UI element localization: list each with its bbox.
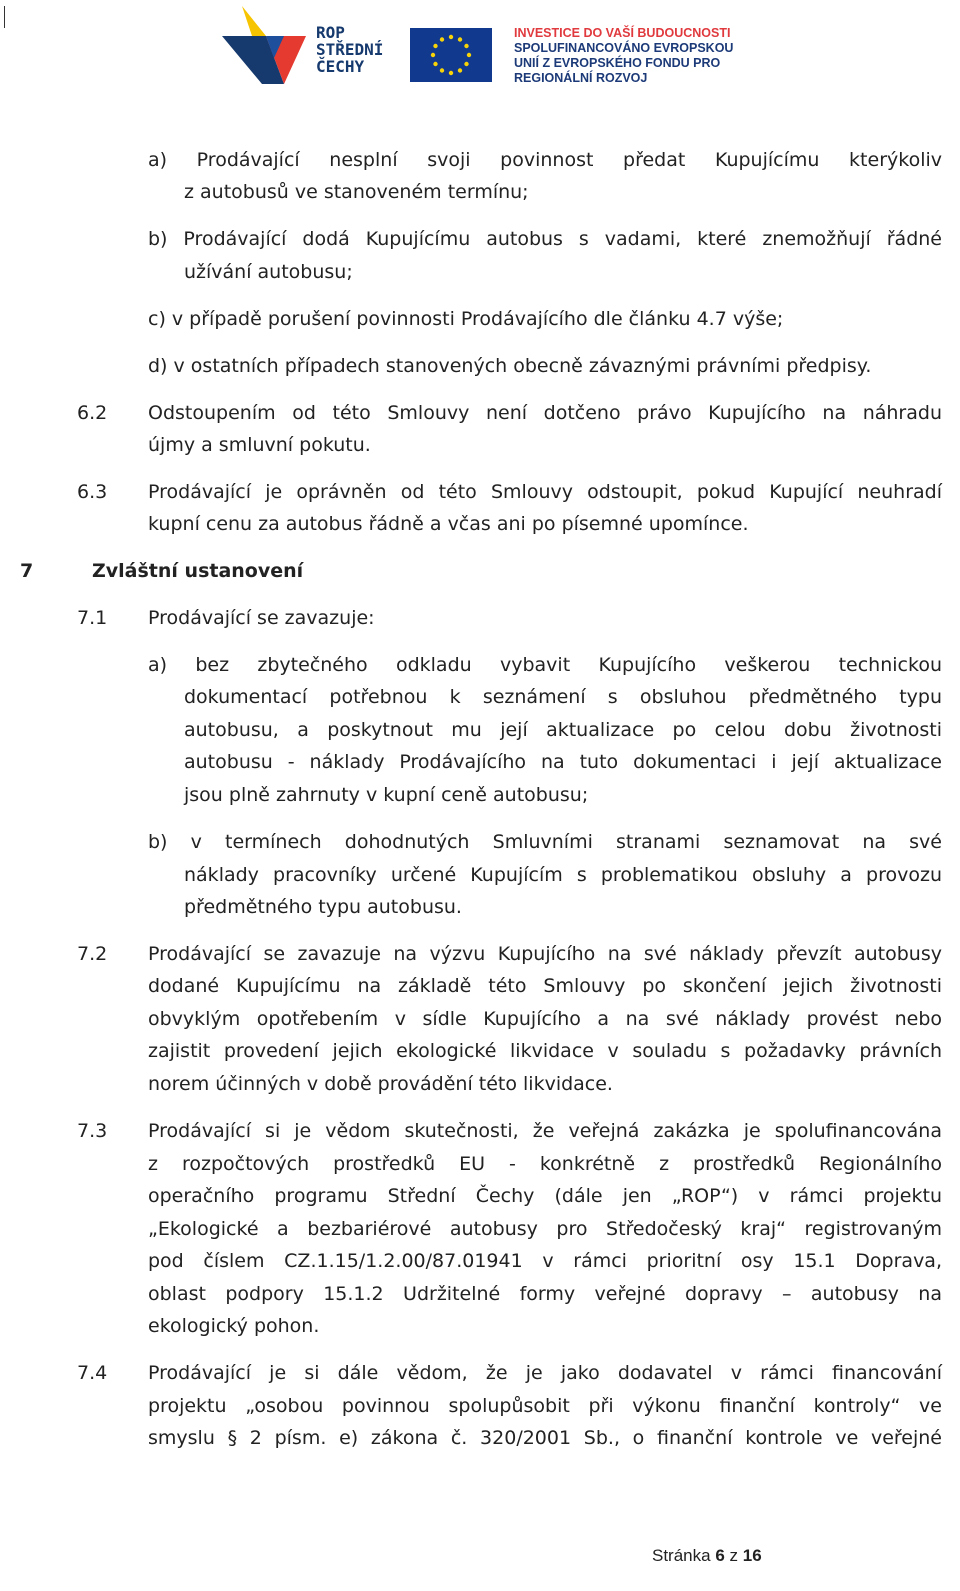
clause-7-1-a-line-3: autobusu, a poskytnout mu její aktualizace po celou dobu životnosti [184, 719, 942, 741]
rop-logo-icon [222, 6, 312, 86]
clause-7-2-line-5: norem účinných v době provádění této likvidace. [148, 1073, 613, 1095]
list-item-b-line-1: b) Prodávající dodá Kupujícímu autobus s vadami, které znemožňují řádné [148, 228, 942, 250]
eu-flag-icon [410, 28, 492, 82]
clause-7-3-line-6: oblast podpory 15.1.2 Udržitelné formy veřejné dopravy – autobusy na [148, 1283, 942, 1305]
clause-7-2-line-2: dodané Kupujícímu na základě této Smlouvy po skončení jejich životnosti [148, 975, 942, 997]
clause-7-1-a-line-2: dokumentací potřebnou k seznámení s obsluhou předmětného typu [184, 686, 942, 708]
clause-7-1-a-line-1: a) bez zbytečného odkladu vybavit Kupujícího veškerou technickou [148, 654, 942, 676]
clause-number-7-1: 7.1 [77, 607, 108, 629]
clause-7-1-b-line-2: náklady pracovníky určené Kupujícím s problematikou obsluhy a provozu [184, 864, 942, 886]
clause-7-2-line-1: Prodávající se zavazuje na výzvu Kupujícího na své náklady převzít autobusy [148, 943, 942, 965]
clause-7-1-a-line-5: jsou plně zahrnuty v kupní ceně autobusu; [184, 784, 589, 806]
list-item-c: c) v případě porušení povinnosti Prodávajícího dle článku 4.7 výše; [148, 308, 784, 330]
list-item-a-line-1: a) Prodávající nesplní svoji povinnost předat Kupujícímu kterýkoliv [148, 149, 942, 171]
eu-funding-text: INVESTICE DO VAŠÍ BUDOUCNOSTI SPOLUFINANCOVÁNO EVROPSKOU UNIÍ Z EVROPSKÉHO FONDU PRO REGIONÁLNÍ ROZVOJ [514, 26, 734, 85]
section-number-7: 7 [20, 560, 34, 582]
clause-number-7-3: 7.3 [77, 1120, 108, 1142]
clause-7-3-line-4: „Ekologické a bezbariérové autobusy pro Středočeský kraj“ registrovaným [148, 1218, 942, 1240]
clause-7-1-a-line-4: autobusu - náklady Prodávajícího na tuto dokumentaci i její aktualizace [184, 751, 942, 773]
footer-of: z [729, 1546, 739, 1565]
rop-logo-text: ROP STŘEDNÍ ČECHY [316, 23, 384, 76]
clause-7-4-line-3: smyslu § 2 písm. e) zákona č. 320/2001 Sb., o finanční kontrole ve veřejné [148, 1427, 942, 1449]
clause-number-6-3: 6.3 [77, 481, 108, 503]
clause-7-3-line-7: ekologický pohon. [148, 1315, 320, 1337]
page-footer [652, 1546, 762, 1566]
section-heading-7: Zvláštní ustanovení [92, 560, 304, 582]
clause-number-7-4: 7.4 [77, 1362, 108, 1384]
clause-number-6-2: 6.2 [77, 402, 108, 424]
footer-page-number: 6 [715, 1546, 725, 1565]
list-item-a-line-2: z autobusů ve stanoveném termínu; [184, 181, 529, 203]
clause-number-7-2: 7.2 [77, 943, 108, 965]
clause-7-1-b-line-3: předmětného typu autobusu. [184, 896, 462, 918]
footer-total-pages: 16 [742, 1546, 762, 1565]
clause-6-2-line-2: újmy a smluvní pokutu. [148, 434, 371, 456]
footer-label: Stránka [652, 1546, 711, 1565]
clause-7-2-line-4: zajistit provedení jejich ekologické likvidace v souladu s požadavky právních [148, 1040, 942, 1062]
clause-6-3-line-1: Prodávající je oprávněn od této Smlouvy odstoupit, pokud Kupující neuhradí [148, 481, 942, 503]
clause-7-3-line-3: operačního programu Střední Čechy (dále jen „ROP“) v rámci projektu [148, 1185, 942, 1207]
clause-7-4-line-1: Prodávající je si dále vědom, že je jako dodavatel v rámci financování [148, 1362, 942, 1384]
clause-6-2-line-1: Odstoupením od této Smlouvy není dotčeno právo Kupujícího na náhradu [148, 402, 942, 424]
clause-7-3-line-2: z rozpočtových prostředků EU - konkrétně z prostředků Regionálního [148, 1153, 942, 1175]
list-item-b-line-2: užívání autobusu; [184, 261, 353, 283]
clause-6-3-line-2: kupní cenu za autobus řádně a včas ani po písemné upomínce. [148, 513, 749, 535]
page-header [0, 0, 960, 100]
list-item-d: d) v ostatních případech stanovených obecně závaznými právními předpisy. [148, 355, 872, 377]
clause-7-4-line-2: projektu „osobou povinnou spolupůsobit při výkonu finanční kontroly“ ve [148, 1395, 942, 1417]
clause-7-3-line-5: pod číslem CZ.1.15/1.2.00/87.01941 v rámci prioritní osy 15.1 Doprava, [148, 1250, 942, 1272]
text-cursor [4, 6, 5, 28]
clause-7-1-b-line-1: b) v termínech dohodnutých Smluvními stranami seznamovat na své [148, 831, 942, 853]
clause-7-2-line-3: obvyklým opotřebením v sídle Kupujícího a na své náklady provést nebo [148, 1008, 942, 1030]
clause-7-1-intro: Prodávající se zavazuje: [148, 607, 375, 629]
clause-7-3-line-1: Prodávající si je vědom skutečnosti, že veřejná zakázka je spolufinancována [148, 1120, 942, 1142]
